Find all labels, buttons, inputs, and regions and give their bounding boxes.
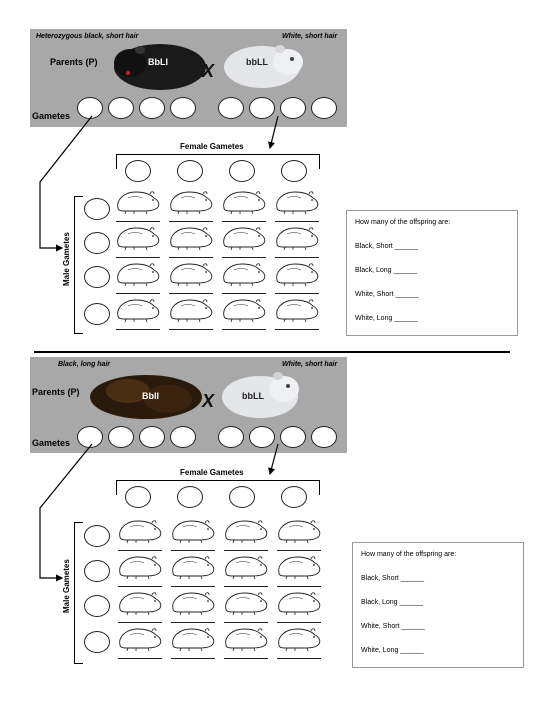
gametes-label: Gametes [32, 438, 71, 448]
question-title: How many of the offspring are: [355, 219, 451, 226]
parent2-genotype: bbLL [246, 57, 268, 67]
parents-label: Parents (P) [32, 387, 80, 397]
parents-label: Parents (P) [50, 57, 98, 67]
arrow-to-female-gametes-2 [270, 444, 278, 474]
answer-white-short[interactable]: White, Short ______ [361, 623, 425, 630]
parent1-genotype: BbLl [148, 57, 168, 67]
answer-white-short[interactable]: White, Short ______ [355, 291, 419, 298]
arrow-to-male-gametes-2 [40, 444, 92, 578]
parent1-description: Heterozygous black, short hair [36, 33, 139, 40]
female-gametes-title: Female Gametes [180, 142, 244, 151]
answer-white-long[interactable]: White, Long ______ [361, 647, 424, 654]
male-gametes-title: Male Gametes [62, 559, 71, 613]
answer-black-long[interactable]: Black, Long ______ [361, 599, 423, 606]
parent2-description: White, short hair [282, 33, 338, 40]
female-gametes-title: Female Gametes [180, 468, 244, 477]
question-title: How many of the offspring are: [361, 551, 457, 558]
arrow-to-female-gametes-1 [270, 116, 278, 148]
parent2-genotype: bbLL [242, 391, 264, 401]
cross-symbol: X [202, 391, 215, 411]
male-gametes-title: Male Gametes [62, 232, 71, 286]
answer-black-short[interactable]: Black, Short ______ [355, 243, 419, 250]
parent1-description: Black, long hair [58, 361, 111, 368]
parent1-genotype: Bbll [142, 391, 159, 401]
arrow-to-male-gametes-1 [40, 116, 92, 248]
answer-white-long[interactable]: White, Long ______ [355, 315, 418, 322]
answer-black-long[interactable]: Black, Long ______ [355, 267, 417, 274]
cross-symbol: X [202, 61, 215, 81]
gametes-label: Gametes [32, 111, 71, 121]
answer-black-short[interactable]: Black, Short ______ [361, 575, 425, 582]
parent2-description: White, short hair [282, 361, 338, 368]
